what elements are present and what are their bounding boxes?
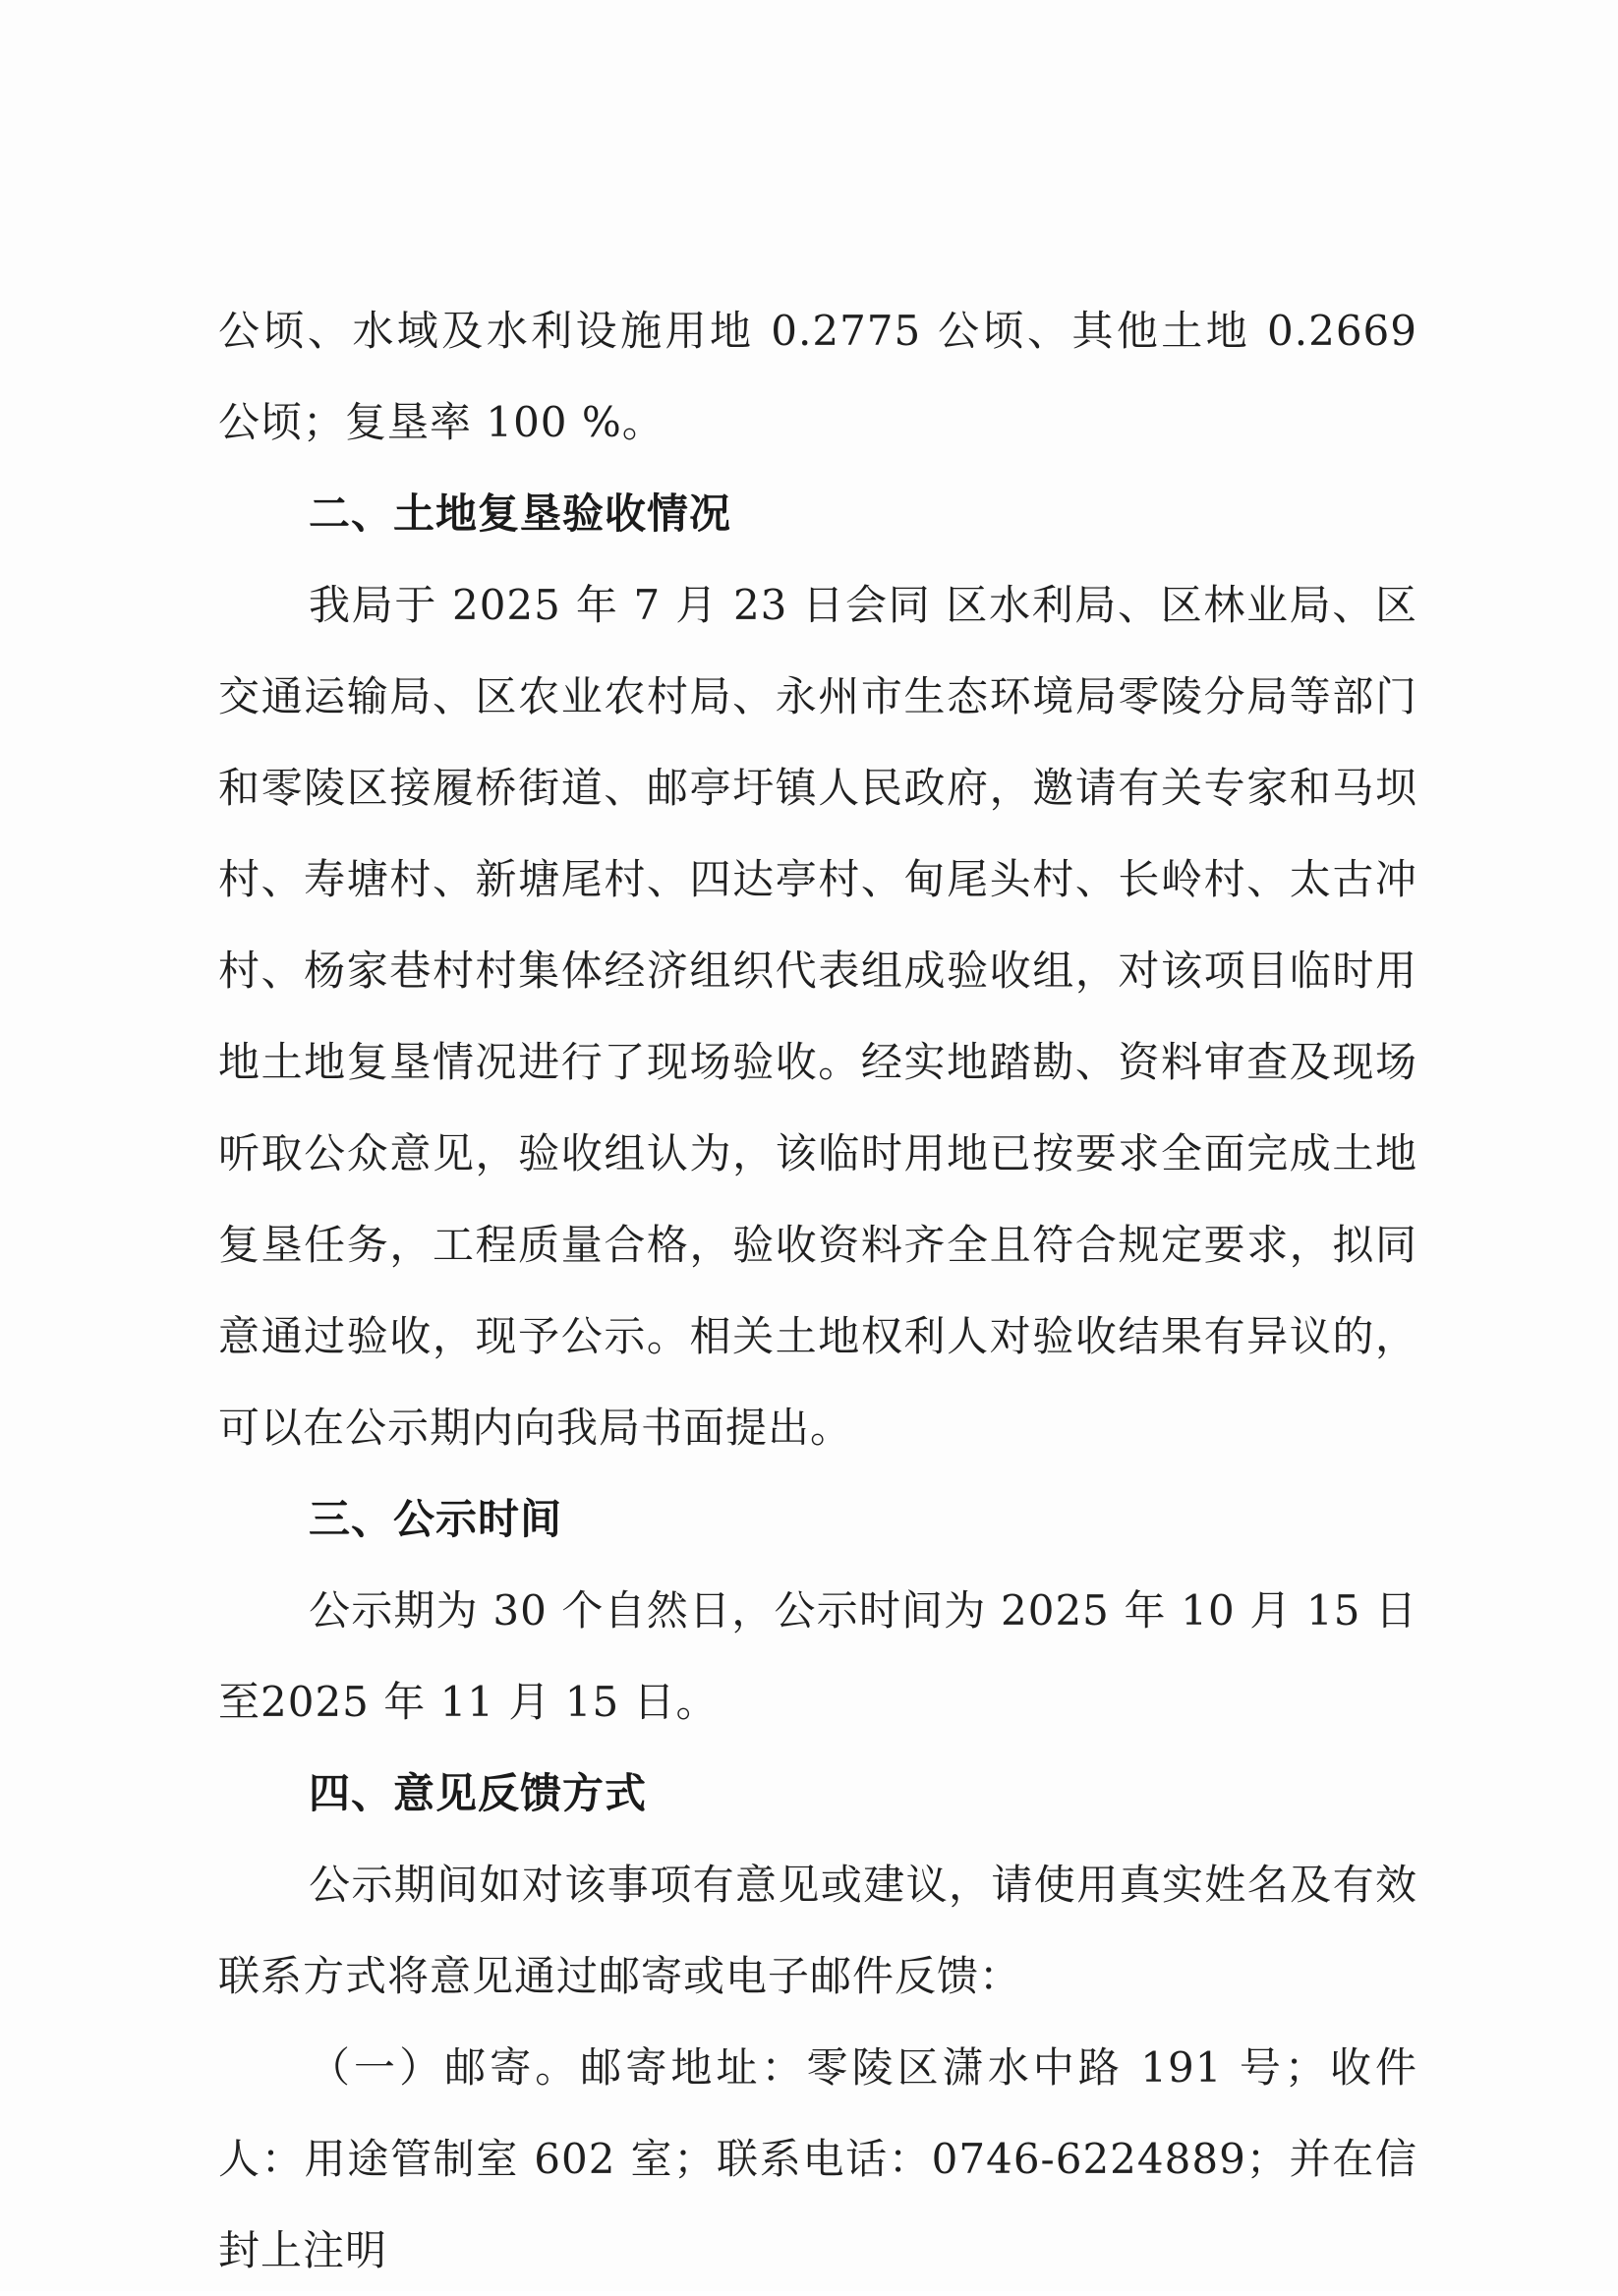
paragraph-intro-continuation: 公顷、水域及水利设施用地 0.2775 公顷、其他土地 0.2669 公顷；复垦率 100 %。: [218, 307, 1417, 446]
section-heading-publicity-period: 三、公示时间: [309, 1495, 563, 1543]
section-heading-feedback-methods: 四、意见反馈方式: [309, 1769, 648, 1817]
paragraph-mail-feedback: （一）邮寄。邮寄地址：零陵区潇水中路 191 号；收件人：用途管制室 602 室；联系电话：0746-6224889；并在信封上注明: [218, 2043, 1417, 2274]
paragraph-publicity-period: 公示期为 30 个自然日，公示时间为 2025 年 10 月 15 日至2025 年 11 月 15 日。: [218, 1586, 1417, 1726]
paragraph-acceptance-details: 我局于 2025 年 7 月 23 日会同 区水利局、区林业局、区交通运输局、区农业农村局、永州市生态环境局零陵分局等部门和零陵区接履桥街道、邮亭圩镇人民政府，邀请有关专家和马坝村、寿塘村、新塘尾村、四达亭村、甸尾头村、长岭村、太古冲村、杨家巷村村集体经济组织代表组成验收组，对该项目临时用地土地复垦情况进行了现场验收。经实地踏勘、资料审查及现场听取公众意见，验收组认为，该临时用地已按要求全面完成土地复垦任务，工程质量合格，验收资料齐全且符合规定要求，拟同意通过验收，现予公示。相关土地权利人对验收结果有异议的，可以在公示期内向我局书面提出。: [218, 581, 1417, 1452]
paragraph-feedback-intro: 公示期间如对该事项有意见或建议，请使用真实姓名及有效联系方式将意见通过邮寄或电子邮件反馈：: [218, 1861, 1417, 2000]
section-heading-land-reclamation-acceptance: 二、土地复垦验收情况: [309, 489, 732, 538]
document-body: [218, 285, 1417, 2296]
